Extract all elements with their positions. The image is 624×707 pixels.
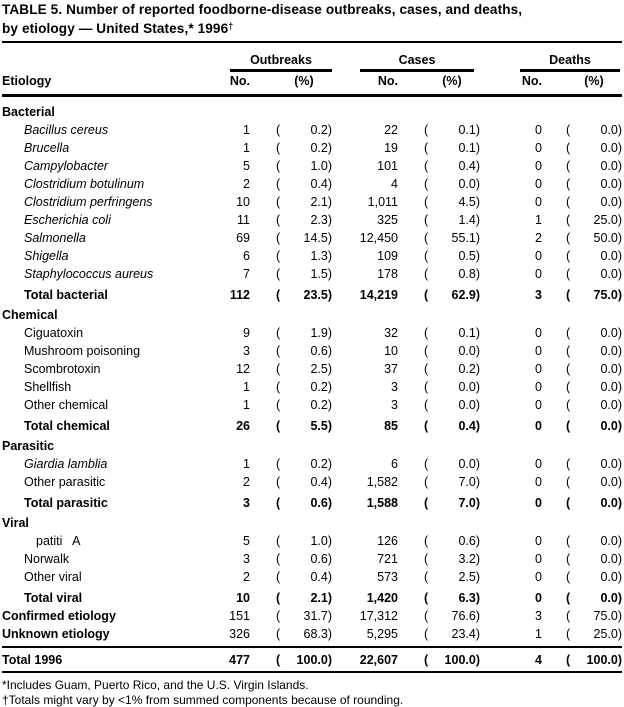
deaths-no-cell: 0 — [486, 396, 542, 414]
row-label: patiti A — [2, 532, 194, 550]
deaths-pct-cell: ( 0.0) — [566, 139, 622, 157]
deaths-no-cell: 1 — [486, 625, 542, 643]
outbreaks-no-cell: 1 — [194, 455, 250, 473]
deaths-pct-cell: ( 0.0) — [566, 455, 622, 473]
outbreaks-no-cell: 1 — [194, 139, 250, 157]
outbreaks-no-cell: 11 — [194, 211, 250, 229]
outbreaks-no-header: No. — [194, 72, 250, 91]
title-rule — [2, 41, 622, 43]
deaths-group-label: Deaths — [520, 53, 620, 68]
cases-group-header — [342, 53, 480, 72]
row-label: Clostridium botulinum — [2, 175, 194, 193]
outbreaks-no-cell: 151 — [194, 607, 250, 625]
row-label: Escherichia coli — [2, 211, 194, 229]
grand-row — [2, 651, 622, 669]
row-label: Chemical — [2, 306, 622, 324]
outbreaks-group-inner — [230, 53, 332, 72]
deaths-no-cell: 0 — [486, 494, 542, 512]
section-row — [2, 514, 622, 532]
outbreaks-no-cell: 477 — [194, 651, 250, 669]
item-row — [2, 455, 622, 473]
cases-no-cell: 325 — [342, 211, 398, 229]
outbreaks-pct-cell: ( 1.3) — [276, 247, 332, 265]
outbreaks-no-cell: 1 — [194, 396, 250, 414]
deaths-group-header — [486, 53, 622, 72]
row-label: Total chemical — [2, 417, 194, 435]
item-row — [2, 568, 622, 586]
cases-pct-cell: ( 0.0) — [424, 342, 480, 360]
cases-pct-cell: ( 4.5) — [424, 193, 480, 211]
item-row — [2, 396, 622, 414]
summary-row — [2, 607, 622, 625]
deaths-no-cell: 3 — [486, 607, 542, 625]
outbreaks-pct-cell: ( 31.7) — [276, 607, 332, 625]
cases-pct-cell: ( 1.4) — [424, 211, 480, 229]
cases-no-cell: 1,011 — [342, 193, 398, 211]
table-title-line1: TABLE 5. Number of reported foodborne-disease outbreaks, cases, and deaths, — [2, 2, 522, 17]
outbreaks-pct-cell: ( 0.2) — [276, 378, 332, 396]
deaths-pct-cell: ( 0.0) — [566, 265, 622, 283]
deaths-no-cell: 0 — [486, 324, 542, 342]
deaths-pct-cell: ( 0.0) — [566, 378, 622, 396]
spanner-spacer — [2, 53, 194, 72]
outbreaks-no-cell: 2 — [194, 473, 250, 491]
deaths-no-cell: 3 — [486, 286, 542, 304]
row-label: Scombrotoxin — [2, 360, 194, 378]
cases-no-header: No. — [342, 72, 398, 91]
cases-no-cell: 22,607 — [342, 651, 398, 669]
outbreaks-pct-cell: ( 14.5) — [276, 229, 332, 247]
outbreaks-no-cell: 3 — [194, 550, 250, 568]
outbreaks-no-cell: 6 — [194, 247, 250, 265]
section-row — [2, 437, 622, 455]
outbreaks-pct-cell: ( 0.4) — [276, 175, 332, 193]
cases-no-cell: 721 — [342, 550, 398, 568]
total-row — [2, 589, 622, 607]
row-label: Salmonella — [2, 229, 194, 247]
outbreaks-pct-cell: ( 0.2) — [276, 121, 332, 139]
outbreaks-pct-cell: ( 2.1) — [276, 193, 332, 211]
deaths-pct-cell: ( 25.0) — [566, 211, 622, 229]
deaths-pct-cell: ( 0.0) — [566, 532, 622, 550]
section-row — [2, 306, 622, 324]
cases-no-cell: 1,420 — [342, 589, 398, 607]
deaths-no-cell: 1 — [486, 211, 542, 229]
deaths-pct-cell: ( 25.0) — [566, 625, 622, 643]
cases-no-cell: 3 — [342, 396, 398, 414]
cases-pct-cell: ( 0.0) — [424, 175, 480, 193]
outbreaks-pct-cell: ( 0.4) — [276, 568, 332, 586]
etiology-column-header: Etiology — [2, 72, 194, 91]
outbreaks-no-cell: 10 — [194, 193, 250, 211]
cases-pct-cell: ( 23.4) — [424, 625, 480, 643]
row-label: Ciguatoxin — [2, 324, 194, 342]
item-row — [2, 247, 622, 265]
outbreaks-pct-cell: ( 5.5) — [276, 417, 332, 435]
cases-pct-cell: ( 0.0) — [424, 396, 480, 414]
outbreaks-group-header — [194, 53, 332, 72]
outbreaks-group-label: Outbreaks — [230, 53, 332, 68]
row-label: Parasitic — [2, 437, 622, 455]
deaths-pct-cell: ( 0.0) — [566, 324, 622, 342]
outbreaks-no-cell: 7 — [194, 265, 250, 283]
item-row — [2, 175, 622, 193]
cases-no-cell: 101 — [342, 157, 398, 175]
outbreaks-no-cell: 112 — [194, 286, 250, 304]
deaths-pct-cell: ( 0.0) — [566, 360, 622, 378]
cases-pct-cell: ( 0.2) — [424, 360, 480, 378]
cases-pct-cell: ( 7.0) — [424, 473, 480, 491]
cases-no-cell: 5,295 — [342, 625, 398, 643]
outbreaks-pct-cell: ( 1.0) — [276, 157, 332, 175]
deaths-no-cell: 0 — [486, 157, 542, 175]
row-label: Total parasitic — [2, 494, 194, 512]
row-label: Total bacterial — [2, 286, 194, 304]
deaths-no-cell: 0 — [486, 378, 542, 396]
deaths-no-cell: 0 — [486, 417, 542, 435]
outbreaks-pct-cell: ( 2.5) — [276, 360, 332, 378]
cases-pct-cell: ( 7.0) — [424, 494, 480, 512]
row-label: Viral — [2, 514, 622, 532]
cases-no-cell: 10 — [342, 342, 398, 360]
outbreaks-pct-header: (%) — [276, 72, 332, 91]
deaths-no-header: No. — [486, 72, 542, 91]
item-row — [2, 157, 622, 175]
outbreaks-no-cell: 326 — [194, 625, 250, 643]
grand-total-block — [2, 646, 622, 673]
summary-row — [2, 625, 622, 643]
total-row — [2, 286, 622, 304]
outbreaks-no-cell: 26 — [194, 417, 250, 435]
cases-pct-cell: ( 76.6) — [424, 607, 480, 625]
deaths-no-cell: 0 — [486, 568, 542, 586]
outbreaks-pct-cell: ( 1.0) — [276, 532, 332, 550]
outbreaks-pct-cell: ( 0.6) — [276, 342, 332, 360]
deaths-pct-cell: ( 0.0) — [566, 417, 622, 435]
cases-pct-cell: ( 0.0) — [424, 378, 480, 396]
deaths-no-cell: 0 — [486, 455, 542, 473]
outbreaks-pct-cell: ( 2.3) — [276, 211, 332, 229]
cases-pct-cell: ( 0.5) — [424, 247, 480, 265]
deaths-pct-cell: ( 0.0) — [566, 342, 622, 360]
outbreaks-pct-cell: ( 23.5) — [276, 286, 332, 304]
outbreaks-pct-cell: ( 0.4) — [276, 473, 332, 491]
outbreaks-pct-cell: ( 68.3) — [276, 625, 332, 643]
item-row — [2, 193, 622, 211]
deaths-no-cell: 2 — [486, 229, 542, 247]
row-label: Bacterial — [2, 103, 622, 121]
deaths-pct-cell: ( 0.0) — [566, 494, 622, 512]
cases-pct-cell: ( 0.8) — [424, 265, 480, 283]
item-row — [2, 473, 622, 491]
footnote-asterisk: *Includes Guam, Puerto Rico, and the U.S. Virgin Islands. — [2, 678, 622, 693]
outbreaks-pct-cell: ( 0.6) — [276, 494, 332, 512]
table-body — [2, 97, 622, 643]
row-label: Staphylococcus aureus — [2, 265, 194, 283]
deaths-no-cell: 0 — [486, 265, 542, 283]
deaths-no-cell: 0 — [486, 121, 542, 139]
outbreaks-pct-cell: ( 2.1) — [276, 589, 332, 607]
cases-pct-cell: ( 62.9) — [424, 286, 480, 304]
outbreaks-no-cell: 3 — [194, 494, 250, 512]
row-label: Norwalk — [2, 550, 194, 568]
deaths-pct-cell: ( 0.0) — [566, 175, 622, 193]
cases-pct-cell: ( 0.6) — [424, 532, 480, 550]
cases-pct-cell: ( 6.3) — [424, 589, 480, 607]
footnotes — [2, 678, 622, 707]
outbreaks-no-cell: 1 — [194, 378, 250, 396]
row-label: Unknown etiology — [2, 625, 194, 643]
column-subheader-row — [2, 72, 622, 91]
outbreaks-pct-cell: ( 0.2) — [276, 139, 332, 157]
column-group-header-row — [2, 53, 622, 72]
outbreaks-no-cell: 69 — [194, 229, 250, 247]
row-label: Other viral — [2, 568, 194, 586]
deaths-no-cell: 0 — [486, 589, 542, 607]
outbreaks-pct-cell: ( 100.0) — [276, 651, 332, 669]
outbreaks-no-cell: 5 — [194, 532, 250, 550]
row-label: Campylobacter — [2, 157, 194, 175]
deaths-no-cell: 0 — [486, 139, 542, 157]
outbreaks-no-cell: 3 — [194, 342, 250, 360]
row-label: Confirmed etiology — [2, 607, 194, 625]
outbreaks-no-cell: 2 — [194, 175, 250, 193]
row-label: Shigella — [2, 247, 194, 265]
item-row — [2, 229, 622, 247]
deaths-pct-cell: ( 0.0) — [566, 473, 622, 491]
outbreaks-no-cell: 9 — [194, 324, 250, 342]
cases-pct-cell: ( 3.2) — [424, 550, 480, 568]
cases-no-cell: 14,219 — [342, 286, 398, 304]
deaths-no-cell: 4 — [486, 651, 542, 669]
cases-no-cell: 126 — [342, 532, 398, 550]
cases-no-cell: 3 — [342, 378, 398, 396]
outbreaks-pct-cell: ( 0.6) — [276, 550, 332, 568]
cases-no-cell: 19 — [342, 139, 398, 157]
deaths-pct-cell: ( 100.0) — [566, 651, 622, 669]
cases-pct-cell: ( 0.1) — [424, 324, 480, 342]
total-row — [2, 417, 622, 435]
table-title-line2: by etiology — United States,* 1996 — [2, 21, 228, 36]
table-title — [2, 2, 622, 37]
deaths-no-cell: 0 — [486, 473, 542, 491]
deaths-pct-cell: ( 0.0) — [566, 568, 622, 586]
deaths-pct-cell: ( 0.0) — [566, 550, 622, 568]
outbreaks-no-cell: 5 — [194, 157, 250, 175]
cases-no-cell: 1,588 — [342, 494, 398, 512]
deaths-pct-cell: ( 50.0) — [566, 229, 622, 247]
cases-no-cell: 17,312 — [342, 607, 398, 625]
row-label: Clostridium perfringens — [2, 193, 194, 211]
cases-no-cell: 22 — [342, 121, 398, 139]
cases-pct-cell: ( 0.4) — [424, 417, 480, 435]
deaths-pct-cell: ( 75.0) — [566, 607, 622, 625]
outbreaks-no-cell: 10 — [194, 589, 250, 607]
cases-no-cell: 1,582 — [342, 473, 398, 491]
cases-pct-cell: ( 0.0) — [424, 455, 480, 473]
cases-no-cell: 178 — [342, 265, 398, 283]
outbreaks-no-cell: 2 — [194, 568, 250, 586]
deaths-pct-cell: ( 0.0) — [566, 589, 622, 607]
cases-no-cell: 109 — [342, 247, 398, 265]
total-row — [2, 494, 622, 512]
footnote-dagger: †Totals might vary by <1% from summed components because of rounding. — [2, 693, 622, 707]
cases-no-cell: 6 — [342, 455, 398, 473]
outbreaks-no-cell: 12 — [194, 360, 250, 378]
deaths-pct-cell: ( 0.0) — [566, 396, 622, 414]
deaths-pct-cell: ( 0.0) — [566, 193, 622, 211]
row-label: Shellfish — [2, 378, 194, 396]
item-row — [2, 532, 622, 550]
deaths-no-cell: 0 — [486, 550, 542, 568]
item-row — [2, 121, 622, 139]
row-label: Giardia lamblia — [2, 455, 194, 473]
cases-pct-cell: ( 0.1) — [424, 139, 480, 157]
cases-pct-cell: ( 2.5) — [424, 568, 480, 586]
cases-pct-cell: ( 0.1) — [424, 121, 480, 139]
deaths-no-cell: 0 — [486, 532, 542, 550]
deaths-no-cell: 0 — [486, 247, 542, 265]
outbreaks-pct-cell: ( 0.2) — [276, 396, 332, 414]
cases-no-cell: 32 — [342, 324, 398, 342]
cases-pct-cell: ( 100.0) — [424, 651, 480, 669]
item-row — [2, 211, 622, 229]
cases-no-cell: 85 — [342, 417, 398, 435]
row-label: Mushroom poisoning — [2, 342, 194, 360]
cases-pct-cell: ( 55.1) — [424, 229, 480, 247]
item-row — [2, 360, 622, 378]
deaths-no-cell: 0 — [486, 360, 542, 378]
deaths-pct-cell: ( 75.0) — [566, 286, 622, 304]
cases-group-label: Cases — [360, 53, 474, 68]
item-row — [2, 378, 622, 396]
row-label: Total viral — [2, 589, 194, 607]
cases-group-inner — [360, 53, 474, 72]
deaths-no-cell: 0 — [486, 175, 542, 193]
deaths-group-inner — [520, 53, 620, 72]
item-row — [2, 324, 622, 342]
row-label: Total 1996 — [2, 651, 194, 669]
deaths-pct-cell: ( 0.0) — [566, 121, 622, 139]
deaths-pct-cell: ( 0.0) — [566, 247, 622, 265]
item-row — [2, 550, 622, 568]
row-label: Brucella — [2, 139, 194, 157]
cases-no-cell: 12,450 — [342, 229, 398, 247]
outbreaks-pct-cell: ( 0.2) — [276, 455, 332, 473]
outbreaks-pct-cell: ( 1.9) — [276, 324, 332, 342]
item-row — [2, 139, 622, 157]
deaths-pct-cell: ( 0.0) — [566, 157, 622, 175]
row-label: Other chemical — [2, 396, 194, 414]
row-label: Bacillus cereus — [2, 121, 194, 139]
cases-no-cell: 37 — [342, 360, 398, 378]
cases-pct-header: (%) — [424, 72, 480, 91]
item-row — [2, 342, 622, 360]
row-label: Other parasitic — [2, 473, 194, 491]
deaths-no-cell: 0 — [486, 193, 542, 211]
deaths-no-cell: 0 — [486, 342, 542, 360]
dagger-symbol: † — [228, 21, 233, 31]
outbreaks-pct-cell: ( 1.5) — [276, 265, 332, 283]
section-row — [2, 103, 622, 121]
cases-no-cell: 4 — [342, 175, 398, 193]
outbreaks-no-cell: 1 — [194, 121, 250, 139]
cases-pct-cell: ( 0.4) — [424, 157, 480, 175]
deaths-pct-header: (%) — [566, 72, 622, 91]
item-row — [2, 265, 622, 283]
cases-no-cell: 573 — [342, 568, 398, 586]
